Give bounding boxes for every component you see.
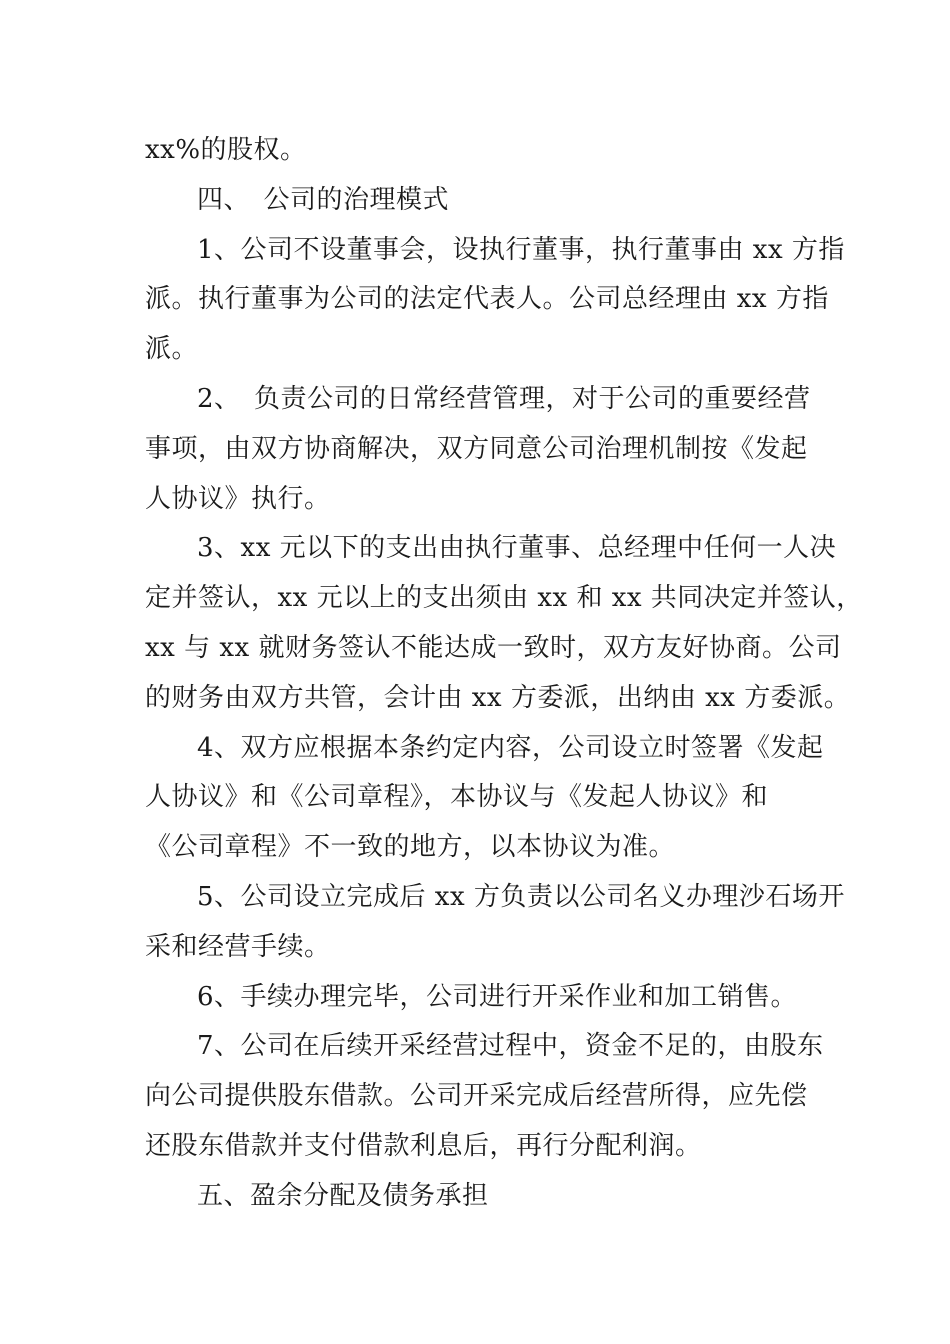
text-line: xx 与 xx 就财务签认不能达成一致时，双方友好协商。公司 <box>145 632 842 663</box>
document-body <box>145 126 863 1222</box>
text-line: 2、 负责公司的日常经营管理，对于公司的重要经营 <box>197 383 811 414</box>
text-line: 4、双方应根据本条约定内容，公司设立时签署《发起 <box>197 732 824 763</box>
text-line: 采和经营手续。 <box>145 931 331 962</box>
text-line: 人协议》和《公司章程》，本协议与《发起人协议》和 <box>145 782 769 813</box>
text-line: 5、公司设立完成后 xx 方负责以公司名义办理沙石场开 <box>197 881 845 912</box>
text-line: xx%的股权。 <box>145 135 307 165</box>
text-line: 7、公司在后续开采经营过程中，资金不足的，由股东 <box>197 1031 824 1062</box>
section-heading-profit-distribution: 五、盈余分配及债务承担 <box>197 1180 489 1211</box>
section-heading-governance: 四、 公司的治理模式 <box>197 184 450 215</box>
text-line: 派。 <box>145 334 199 365</box>
text-line: 还股东借款并支付借款利息后，再行分配利润。 <box>145 1130 702 1161</box>
text-line: 1、公司不设董事会，设执行董事，执行董事由 xx 方指 <box>197 234 845 265</box>
text-line: 6、手续办理完毕，公司进行开采作业和加工销售。 <box>197 981 798 1012</box>
text-line: 事项，由双方协商解决，双方同意公司治理机制按《发起 <box>145 433 808 464</box>
text-line: 向公司提供股东借款。公司开采完成后经营所得，应先偿 <box>145 1081 808 1112</box>
text-line: 3、xx 元以下的支出由执行董事、总经理中任何一人决 <box>197 533 837 564</box>
text-line: 人协议》执行。 <box>145 483 331 514</box>
text-line: 的财务由双方共管，会计由 xx 方委派，出纳由 xx 方委派。 <box>145 682 851 713</box>
text-line: 派。执行董事为公司的法定代表人。公司总经理由 xx 方指 <box>145 284 829 315</box>
text-line: 定并签认，xx 元以上的支出须由 xx 和 xx 共同决定并签认， <box>145 583 863 614</box>
text-line: 《公司章程》不一致的地方，以本协议为准。 <box>145 832 676 863</box>
